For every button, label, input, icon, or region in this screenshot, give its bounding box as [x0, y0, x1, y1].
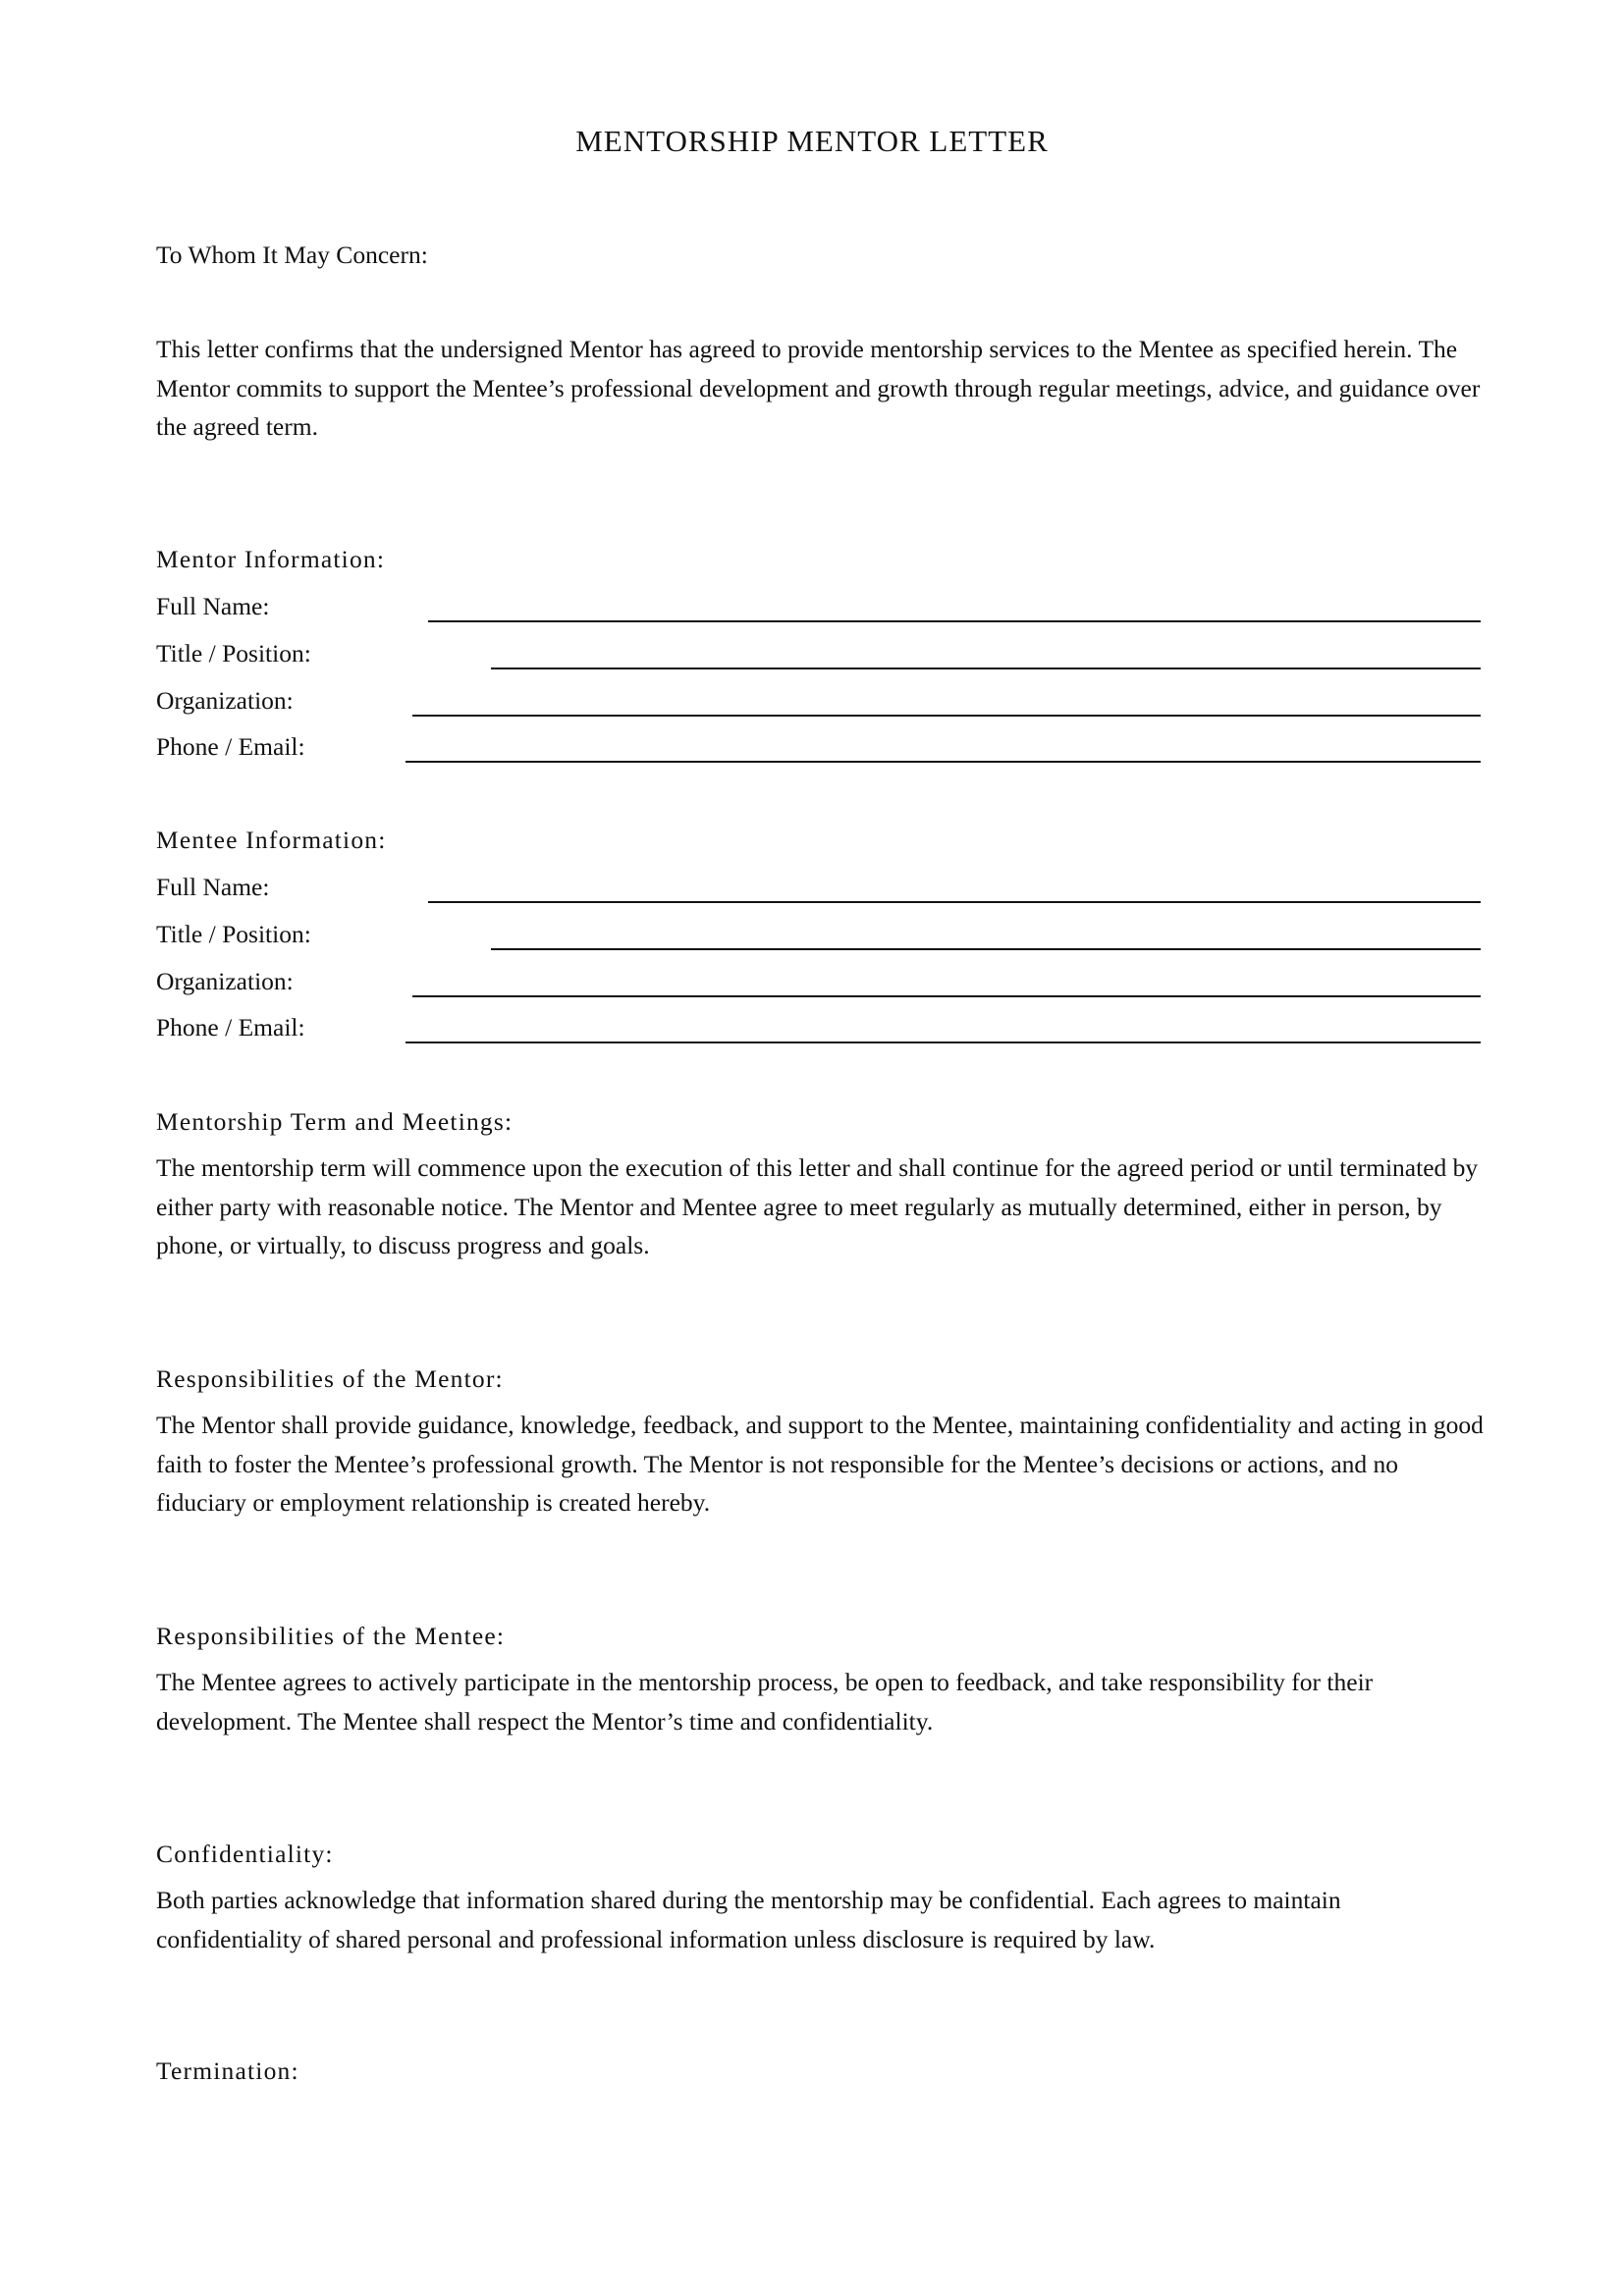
confidentiality-paragraph: Both parties acknowledge that information shared during the mentorship may be confidential. Each agrees to maintain confidentiality of shared personal and professional information unless disclosure is required by law. — [156, 1886, 1341, 1953]
mentor-contact-field[interactable] — [406, 761, 1481, 763]
termination-heading: Termination: — [156, 2056, 299, 2085]
confidentiality-heading: Confidentiality: — [156, 1840, 334, 1868]
mentor-full-name-label: Full Name: — [156, 592, 270, 620]
mentee-info-heading: Mentee Information: — [156, 826, 387, 854]
mentor-info-heading: Mentor Information: — [156, 545, 386, 573]
mentee-title-label: Title / Position: — [156, 920, 311, 948]
mentor-full-name-field[interactable] — [428, 620, 1481, 622]
term-heading: Mentorship Term and Meetings: — [156, 1107, 514, 1136]
intro-paragraph: This letter confirms that the undersigned Mentor has agreed to provide mentorship services to the Mentee as specified herein. The Mentor commits to support the Mentee’s professional development and growth through regular meetings, advice, and guidance over the agreed term. — [156, 335, 1481, 441]
mentee-organization-label: Organization: — [156, 967, 294, 995]
mentee-organization-field[interactable] — [412, 995, 1481, 997]
mentor-title-field[interactable] — [491, 667, 1481, 669]
mentor-organization-field[interactable] — [412, 715, 1481, 717]
mentee-contact-field[interactable] — [406, 1041, 1481, 1043]
mentor-responsibilities-heading: Responsibilities of the Mentor: — [156, 1364, 504, 1393]
mentee-full-name-field[interactable] — [428, 901, 1481, 903]
mentor-contact-label: Phone / Email: — [156, 732, 305, 761]
mentor-responsibilities-paragraph: The Mentor shall provide guidance, knowledge, feedback, and support to the Mentee, maintaining confidentiality and acting in good faith to foster the Mentee’s professional growth. The Mentor is not responsible for the Mentee’s decisions or actions, and no fiduciary or employment relationship is created hereby. — [156, 1411, 1484, 1517]
mentee-title-field[interactable] — [491, 948, 1481, 950]
mentee-contact-label: Phone / Email: — [156, 1013, 305, 1041]
mentor-title-label: Title / Position: — [156, 639, 311, 667]
salutation: To Whom It May Concern: — [156, 240, 428, 269]
mentee-responsibilities-heading: Responsibilities of the Mentee: — [156, 1622, 506, 1650]
document-title: MENTORSHIP MENTOR LETTER — [575, 124, 1049, 158]
mentee-full-name-label: Full Name: — [156, 873, 270, 901]
mentor-organization-label: Organization: — [156, 686, 294, 715]
mentee-responsibilities-paragraph: The Mentee agrees to actively participate in the mentorship process, be open to feedback, and take responsibility for their development. The Mentee shall respect the Mentor’s time and confidentiality. — [156, 1668, 1374, 1735]
term-paragraph: The mentorship term will commence upon the execution of this letter and shall continue for the agreed period or until terminated by either party with reasonable notice. The Mentor and Mentee agree to meet regularly as mutually determined, either in person, by phone, or virtually, to discuss progress and goals. — [156, 1153, 1479, 1259]
